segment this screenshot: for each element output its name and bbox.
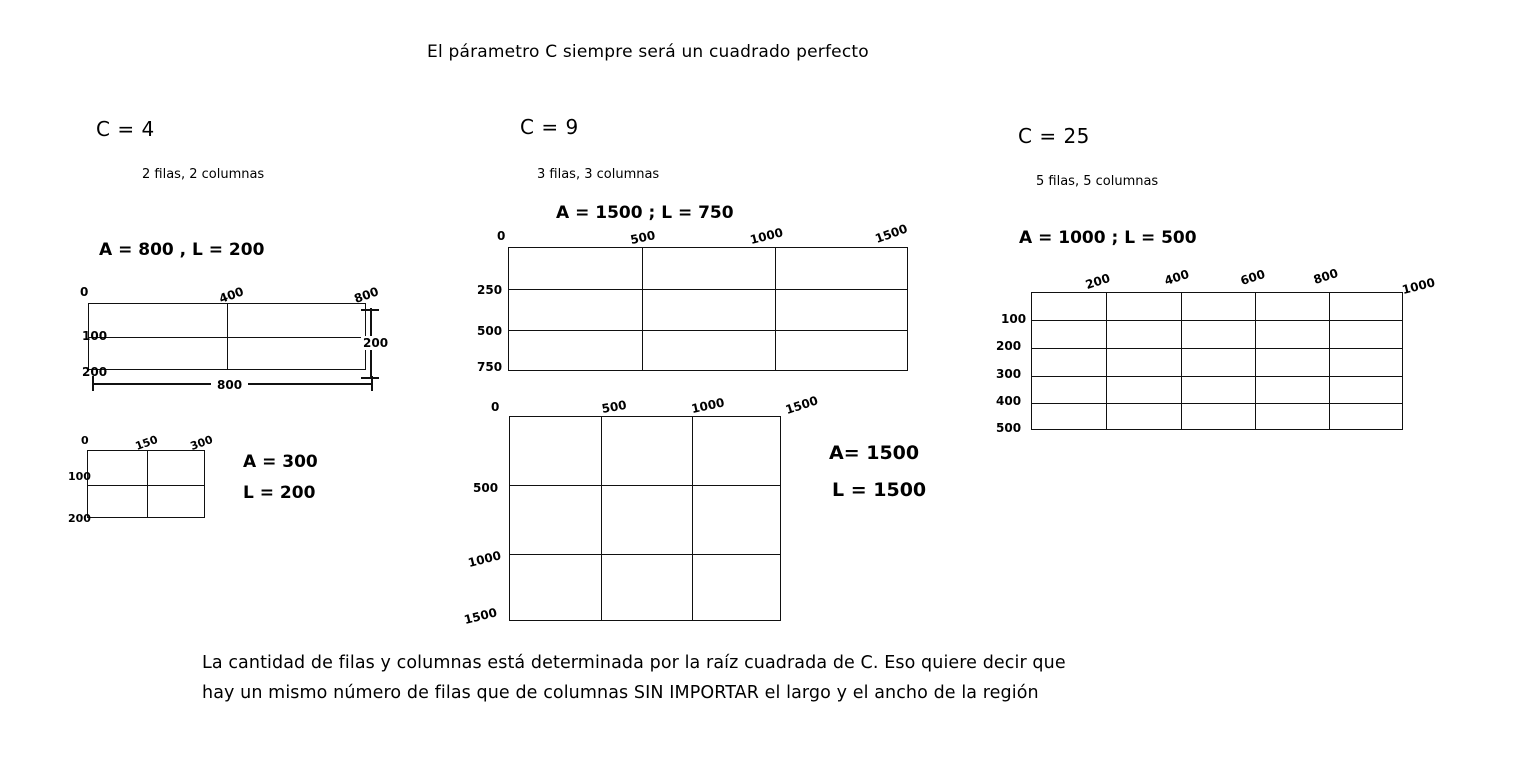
c4-grid2-xtick-1: 150 <box>133 432 160 453</box>
c25-grid1-hline-1 <box>1032 320 1402 321</box>
c4-grid2-ytick-1: 100 <box>68 470 91 483</box>
c4-grid1-dims: A = 800 , L = 200 <box>99 240 265 260</box>
section-heading-c25: C = 25 <box>1018 124 1090 148</box>
c25-grid1-xtick-0: 200 <box>1083 270 1112 292</box>
c9-grid2-xtick-2: 1000 <box>690 395 726 416</box>
c9-grid2-vline-1 <box>601 417 602 620</box>
c4-grid1-xtick-2: 800 <box>352 284 381 306</box>
c4-grid1-width-cap-left <box>92 376 94 391</box>
c9-grid1-ytick-2: 500 <box>477 324 503 338</box>
c9-grid1-hline-2 <box>509 330 907 331</box>
c4-grid1-width-label: 800 <box>211 378 248 392</box>
c4-grid1-ytick-1: 100 <box>82 329 108 343</box>
c25-grid1-ytick-4: 500 <box>996 421 1022 435</box>
c4-grid1-height-label: 200 <box>363 336 389 350</box>
c25-grid1 <box>1031 292 1403 430</box>
c4-grid1-xtick-0: 0 <box>80 285 89 299</box>
c9-grid1-vline-2 <box>775 248 776 370</box>
footer-line-1: La cantidad de filas y columnas está determinada por la raíz cuadrada de C. Eso quiere decir que <box>202 653 1066 673</box>
c9-grid1-xtick-2: 1000 <box>748 225 785 247</box>
section-heading-c4: C = 4 <box>96 117 155 141</box>
c9-grid2-xtick-0: 0 <box>491 400 500 414</box>
c9-grid1-ytick-1: 250 <box>477 283 503 297</box>
c25-grid1-vline-1 <box>1106 293 1107 429</box>
c4-grid2-xtick-0: 0 <box>81 434 89 447</box>
section-subheading-c25: 5 filas, 5 columnas <box>1036 174 1159 189</box>
c25-grid1-xtick-1: 400 <box>1162 266 1191 288</box>
c25-grid1-ytick-3: 400 <box>996 394 1022 408</box>
c4-grid1-height-cap-bottom <box>361 377 379 379</box>
section-heading-c9: C = 9 <box>520 115 579 139</box>
c25-grid1-vline-2 <box>1181 293 1182 429</box>
c9-grid2-dims-l: L = 1500 <box>832 479 927 501</box>
c9-grid1-ytick-3: 750 <box>477 360 503 374</box>
c25-grid1-vline-3 <box>1255 293 1256 429</box>
c9-grid1-xtick-3: 1500 <box>873 221 910 246</box>
c9-grid2-xtick-1: 500 <box>600 397 628 416</box>
c4-grid1-height-cap-top <box>361 309 379 311</box>
c25-grid1-ytick-1: 200 <box>996 339 1022 353</box>
c4-grid1-xtick-1: 400 <box>217 284 246 306</box>
c4-grid2-xtick-2: 300 <box>188 432 215 453</box>
c9-grid2-xtick-3: 1500 <box>783 393 820 417</box>
c25-grid1-dims: A = 1000 ; L = 500 <box>1019 228 1197 248</box>
section-subheading-c9: 3 filas, 3 columnas <box>537 167 660 182</box>
c9-grid2-hline-1 <box>510 485 780 486</box>
c9-grid2-ytick-2: 1000 <box>466 548 503 570</box>
section-subheading-c4: 2 filas, 2 columnas <box>142 167 265 182</box>
c4-grid2-vline-1 <box>147 451 148 517</box>
c4-grid2-dims-l: L = 200 <box>243 483 316 503</box>
c9-grid2-hline-2 <box>510 554 780 555</box>
footer-line-2: hay un mismo número de filas que de columnas SIN IMPORTAR el largo y el ancho de la región <box>202 683 1039 703</box>
c4-grid2-hline-1 <box>88 485 204 486</box>
c9-grid2-vline-2 <box>692 417 693 620</box>
c4-grid1 <box>88 303 366 370</box>
c25-grid1-vline-4 <box>1329 293 1330 429</box>
c25-grid1-ytick-2: 300 <box>996 367 1022 381</box>
c25-grid1-xtick-4: 1000 <box>1400 275 1437 297</box>
page-title: El párametro C siempre será un cuadrado perfecto <box>427 42 869 62</box>
c9-grid1-dims: A = 1500 ; L = 750 <box>556 203 734 223</box>
c4-grid1-hline-1 <box>89 337 365 338</box>
c25-grid1-xtick-2: 600 <box>1238 266 1267 288</box>
c9-grid2-ytick-1: 500 <box>473 481 499 495</box>
c9-grid2 <box>509 416 781 621</box>
c9-grid2-ytick-3: 1500 <box>462 605 499 627</box>
c25-grid1-xtick-3: 800 <box>1311 265 1340 287</box>
c9-grid1-xtick-0: 0 <box>497 229 506 243</box>
c4-grid1-ytick-2: 200 <box>82 365 108 379</box>
c9-grid2-dims-a: A= 1500 <box>829 442 920 464</box>
c9-grid1-xtick-1: 500 <box>629 228 657 247</box>
c25-grid1-ytick-0: 100 <box>1001 312 1027 326</box>
c25-grid1-hline-2 <box>1032 348 1402 349</box>
c4-grid2-ytick-2: 200 <box>68 512 91 525</box>
c9-grid1-vline-1 <box>642 248 643 370</box>
c4-grid2-dims-a: A = 300 <box>243 452 318 472</box>
c4-grid2 <box>87 450 205 518</box>
c9-grid1 <box>508 247 908 371</box>
c25-grid1-hline-4 <box>1032 403 1402 404</box>
c9-grid1-hline-1 <box>509 289 907 290</box>
c25-grid1-hline-3 <box>1032 376 1402 377</box>
